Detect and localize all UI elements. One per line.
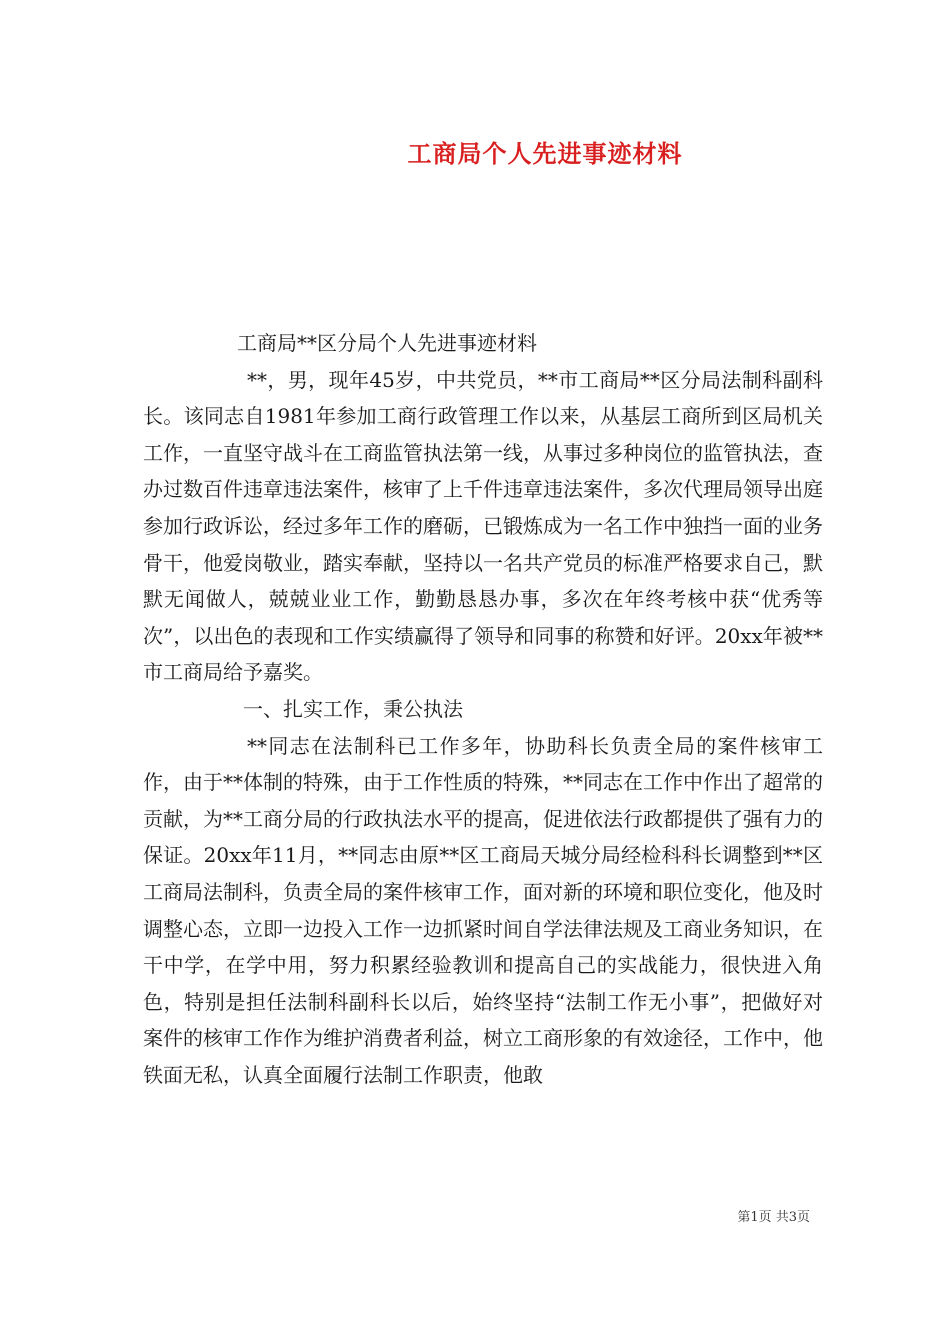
page-number: 第1页 共3页: [737, 1210, 810, 1225]
document-title: 工商局个人先进事迹材料: [407, 139, 683, 168]
document-body: [143, 325, 823, 1093]
body-paragraph: **，男，现年45岁，中共党员，**市工商局**区分局法制科副科长。该同志自1981年参加工商行政管理工作以来，从基层工商所到区局机关工作，一直坚守战斗在工商监管执法第一线，从事过多种岗位的监管执法，查办过数百件违章违法案件，核审了上千件违章违法案件，多次代理局领导出庭参加行政诉讼，经过多年工作的磨砺，已锻炼成为一名工作中独挡一面的业务骨干，他爱岗敬业，踏实奉献，坚持以一名共产党员的标准严格要求自己，默默无闻做人，兢兢业业工作，勤勤恳恳办事，多次在年终考核中获“优秀等次”，以出色的表现和工作实绩赢得了领导和同事的称赞和好评。20xx年被**市工商局给予嘉奖。: [143, 367, 823, 685]
body-paragraph: **同志在法制科已工作多年，协助科长负责全局的案件核审工作，由于**体制的特殊，由于工作性质的特殊，**同志在工作中作出了超常的贡献，为**工商分局的行政执法水平的提高，促进依法行政都提供了强有力的保证。20xx年11月，**同志由原**区工商局天城分局经检科科长调整到**区工商局法制科，负责全局的案件核审工作，面对新的环境和职位变化，他及时调整心态，立即一边投入工作一边抓紧时间自学法律法规及工商业务知识，在干中学，在学中用，努力积累经验教训和提高自己的实战能力，很快进入角色，特别是担任法制科副科长以后，始终坚持“法制工作无小事”，把做好对案件的核审工作作为维护消费者利益，树立工商形象的有效途径，工作中，他铁面无私，认真全面履行法制工作职责，他敢: [143, 733, 823, 1087]
section-heading: 一、扎实工作，秉公执法: [243, 696, 463, 721]
document-subtitle: 工商局**区分局个人先进事迹材料: [237, 331, 537, 355]
